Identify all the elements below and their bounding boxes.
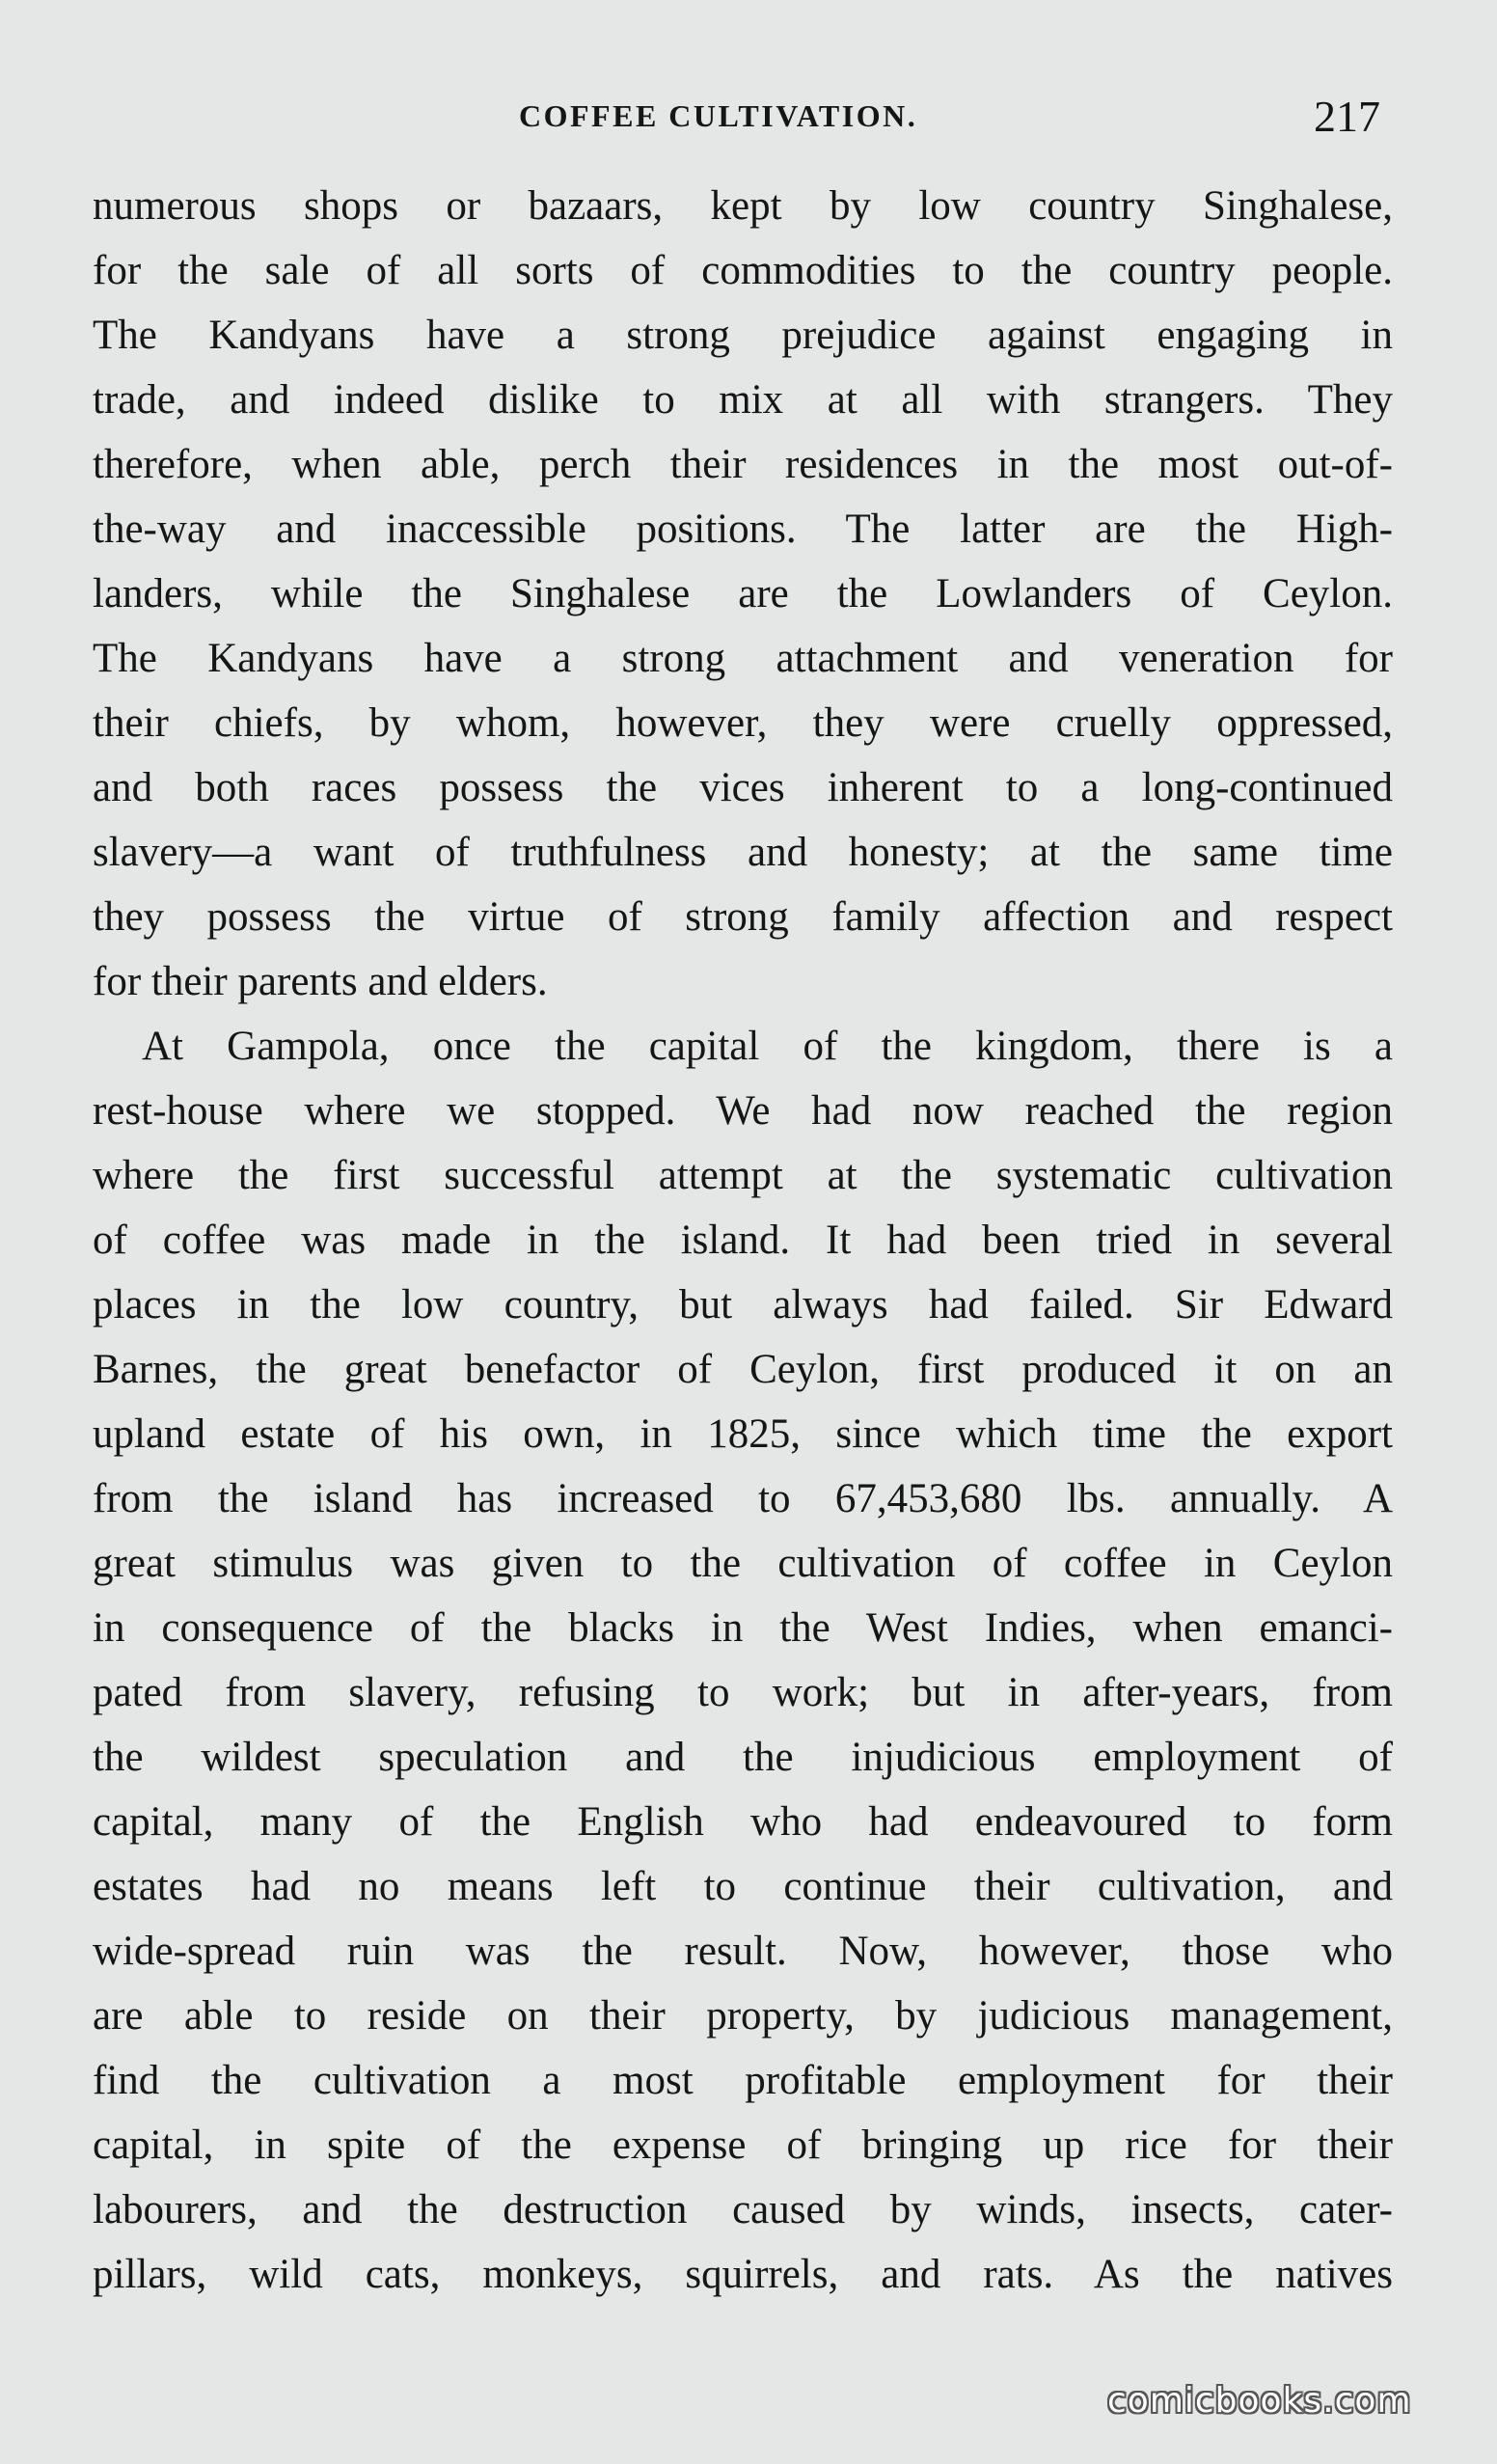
paragraph-1	[93, 174, 1393, 1014]
text-line: rest-house where we stopped. We had now reached the region	[93, 1088, 1393, 1134]
text-line: capital, many of the English who had endeavoured to form	[93, 1799, 1393, 1845]
text-line: The Kandyans have a strong attachment and veneration for	[93, 636, 1393, 681]
running-head	[0, 93, 1497, 151]
text-line: upland estate of his own, in 1825, since which time the export	[93, 1411, 1393, 1457]
text-line: find the cultivation a most profitable employment for their	[93, 2058, 1393, 2103]
text-line: At Gampola, once the capital of the kingdom, there is a	[142, 1024, 1393, 1069]
text-line: in consequence of the blacks in the West Indies, when emanci-	[93, 1605, 1393, 1651]
text-line: The Kandyans have a strong prejudice against engaging in	[93, 313, 1393, 358]
running-title: COFFEE CULTIVATION.	[519, 98, 918, 133]
body-text	[93, 174, 1393, 2307]
text-line: their chiefs, by whom, however, they were cruelly oppressed,	[93, 700, 1393, 746]
text-line: numerous shops or bazaars, kept by low country Singhalese,	[93, 183, 1393, 229]
text-line: for their parents and elders.	[93, 959, 548, 1004]
text-line: the-way and inaccessible positions. The latter are the High-	[93, 506, 1393, 552]
text-line: capital, in spite of the expense of bringing up rice for their	[93, 2122, 1393, 2168]
text-line: are able to reside on their property, by judicious management,	[93, 1993, 1393, 2039]
text-line: for the sale of all sorts of commodities to the country people.	[93, 248, 1393, 293]
text-line: of coffee was made in the island. It had been tried in several	[93, 1218, 1393, 1263]
text-line: places in the low country, but always had failed. Sir Edward	[93, 1282, 1393, 1328]
text-line: estates had no means left to continue their cultivation, and	[93, 1864, 1393, 1909]
text-line: therefore, when able, perch their residences in the most out-of-	[93, 442, 1393, 487]
text-line: landers, while the Singhalese are the Lowlanders of Ceylon.	[93, 571, 1393, 616]
page-number: 217	[1314, 92, 1380, 141]
text-line: slavery—a want of truthfulness and honesty; at the same time	[93, 830, 1393, 875]
text-line: from the island has increased to 67,453,680 lbs. annually. A	[93, 1476, 1393, 1521]
text-line: great stimulus was given to the cultivation of coffee in Ceylon	[93, 1541, 1393, 1586]
paragraph-2	[93, 1014, 1393, 2307]
text-line: the wildest speculation and the injudicious employment of	[93, 1735, 1393, 1780]
text-line: they possess the virtue of strong family affection and respect	[93, 894, 1393, 940]
text-line: Barnes, the great benefactor of Ceylon, first produced it on an	[93, 1347, 1393, 1392]
text-line: pated from slavery, refusing to work; but in after-years, from	[93, 1670, 1393, 1715]
text-line: labourers, and the destruction caused by winds, insects, cater-	[93, 2187, 1393, 2232]
watermark: comicbooks.com	[1107, 2381, 1412, 2421]
text-line: wide-spread ruin was the result. Now, however, those who	[93, 1929, 1393, 1974]
text-line: trade, and indeed dislike to mix at all with strangers. They	[93, 377, 1393, 423]
text-line: pillars, wild cats, monkeys, squirrels, and rats. As the natives	[93, 2252, 1393, 2297]
text-line: and both races possess the vices inherent to a long-continued	[93, 765, 1393, 810]
text-line: where the first successful attempt at the systematic cultivation	[93, 1153, 1393, 1198]
